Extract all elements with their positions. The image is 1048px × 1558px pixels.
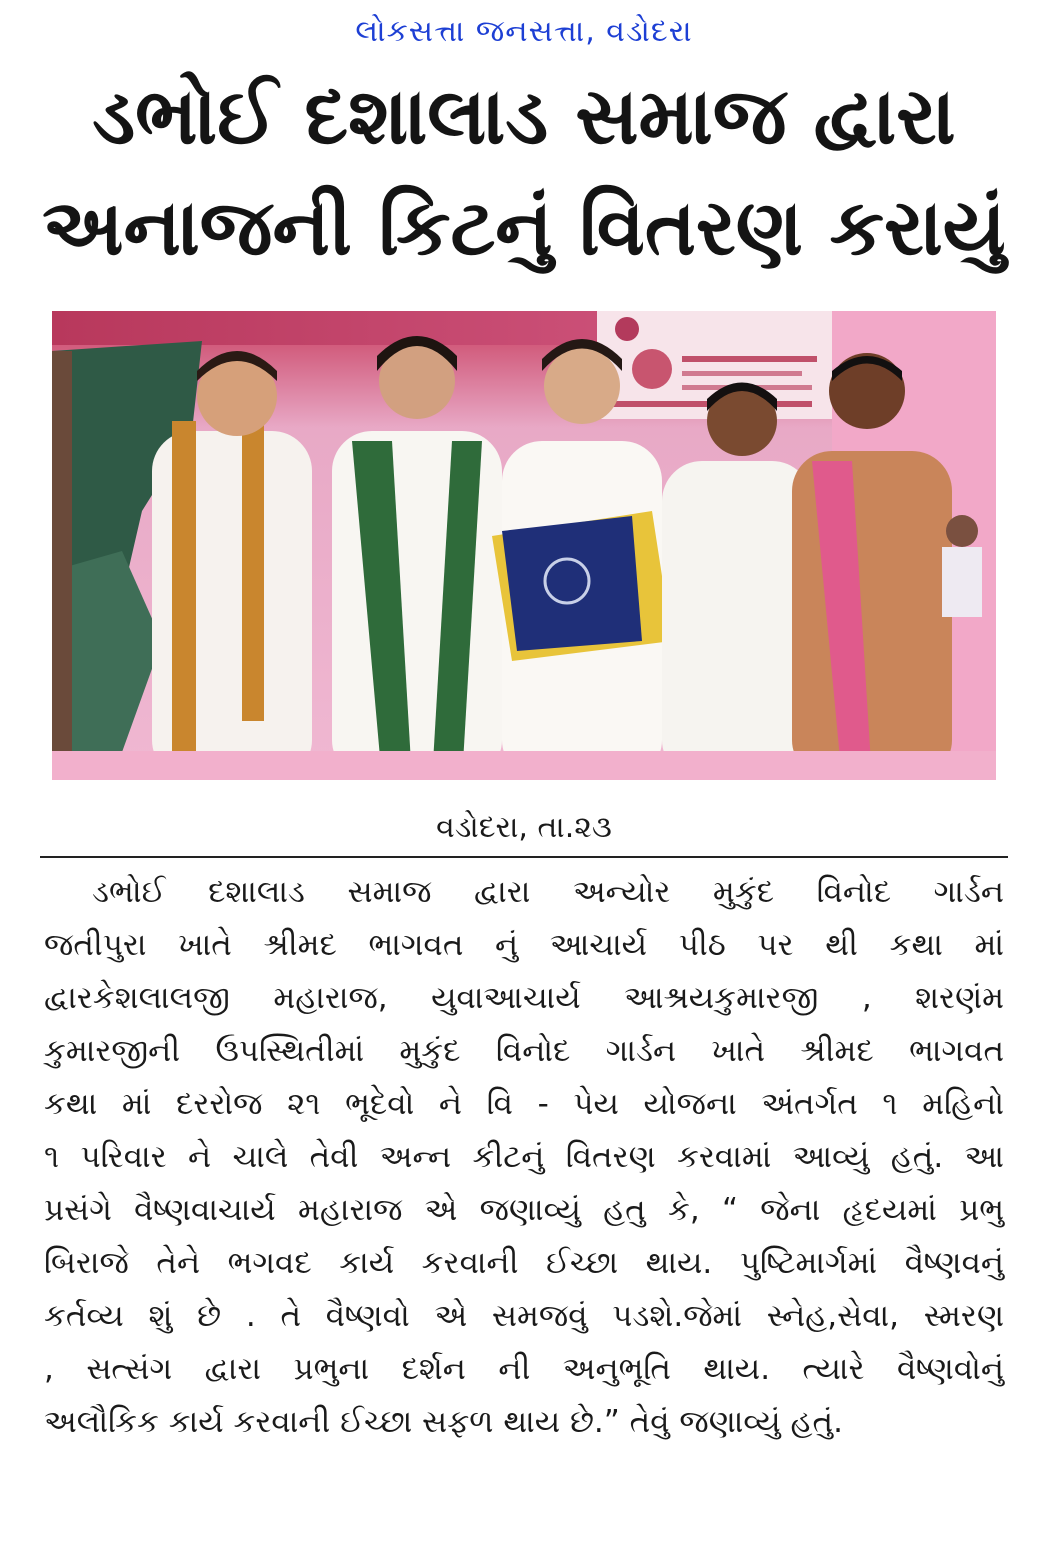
photo-kit-bag xyxy=(492,511,672,661)
article-line: ૧ પરિવાર ને ચાલે તેવી અન્ન કીટનું વિતરણ કરવામાં આવ્યું હતું. આ xyxy=(44,1139,1004,1175)
newspaper-source: લોકસત્તા જનસત્તા, વડોદરા xyxy=(355,14,693,49)
article-line: કથા માં દરરોજ ૨૧ ભૂદેવો ને વિ - પેય યોજના અંતર્ગત ૧ મહિનો xyxy=(44,1086,1004,1122)
article-body xyxy=(44,866,1004,1449)
article-line: અલૌકિક કાર્ય કરવાની ઈચ્છા સફળ થાય છે.” તેવું જણાવ્યું હતું. xyxy=(44,1404,843,1440)
news-photo xyxy=(52,311,996,780)
article-line: કુમારજીની ઉપસ્થિતીમાં મુકુંદ વિનોદ ગાર્ડન ખાતે શ્રીમદ ભાગવત xyxy=(44,1033,1004,1069)
article-line: જતીપુરા ખાતે શ્રીમદ ભાગવત નું આચાર્ય પીઠ પર થી કથા માં xyxy=(44,927,1004,963)
article-line: બિરાજે તેને ભગવદ કાર્ય કરવાની ઈચ્છા થાય. પુષ્ટિમાર્ગમાં વૈષ્ણવનું xyxy=(44,1245,1004,1281)
headline-line-2: અનાજની કિટનું વિતરણ કરાયું xyxy=(42,184,1006,273)
article-line: ડભોઈ દશાલાડ સમાજ દ્વારા અન્યોર મુકુંદ વિનોદ ગાર્ડન xyxy=(92,874,1004,910)
article-line: , સત્સંગ દ્વારા પ્રભુના દર્શન ની અનુભૂતિ થાય. ત્યારે વૈષ્ણવોનું xyxy=(44,1351,1004,1387)
article-line: દ્વારકેશલાલજી મહારાજ, યુવાઆચાર્ય આશ્રયકુમારજી , શરણંમ xyxy=(44,980,1004,1016)
article-line: પ્રસંગે વૈષ્ણવાચાર્ય મહારાજ એ જણાવ્યું હતુ કે, “ જેના હૃદયમાં પ્રભુ xyxy=(44,1192,1004,1228)
dateline: વડોદરા, તા.૨૩ xyxy=(436,810,612,845)
divider-rule xyxy=(40,856,1008,858)
headline-line-1: ડભોઈ દશાલાડ સમાજ દ્વારા xyxy=(92,72,956,162)
article-line: કર્તવ્ય શું છે . તે વૈષ્ણવો એ સમજવું પડશે.જેમાં સ્નેહ,સેવા, સ્મરણ xyxy=(44,1298,1004,1334)
